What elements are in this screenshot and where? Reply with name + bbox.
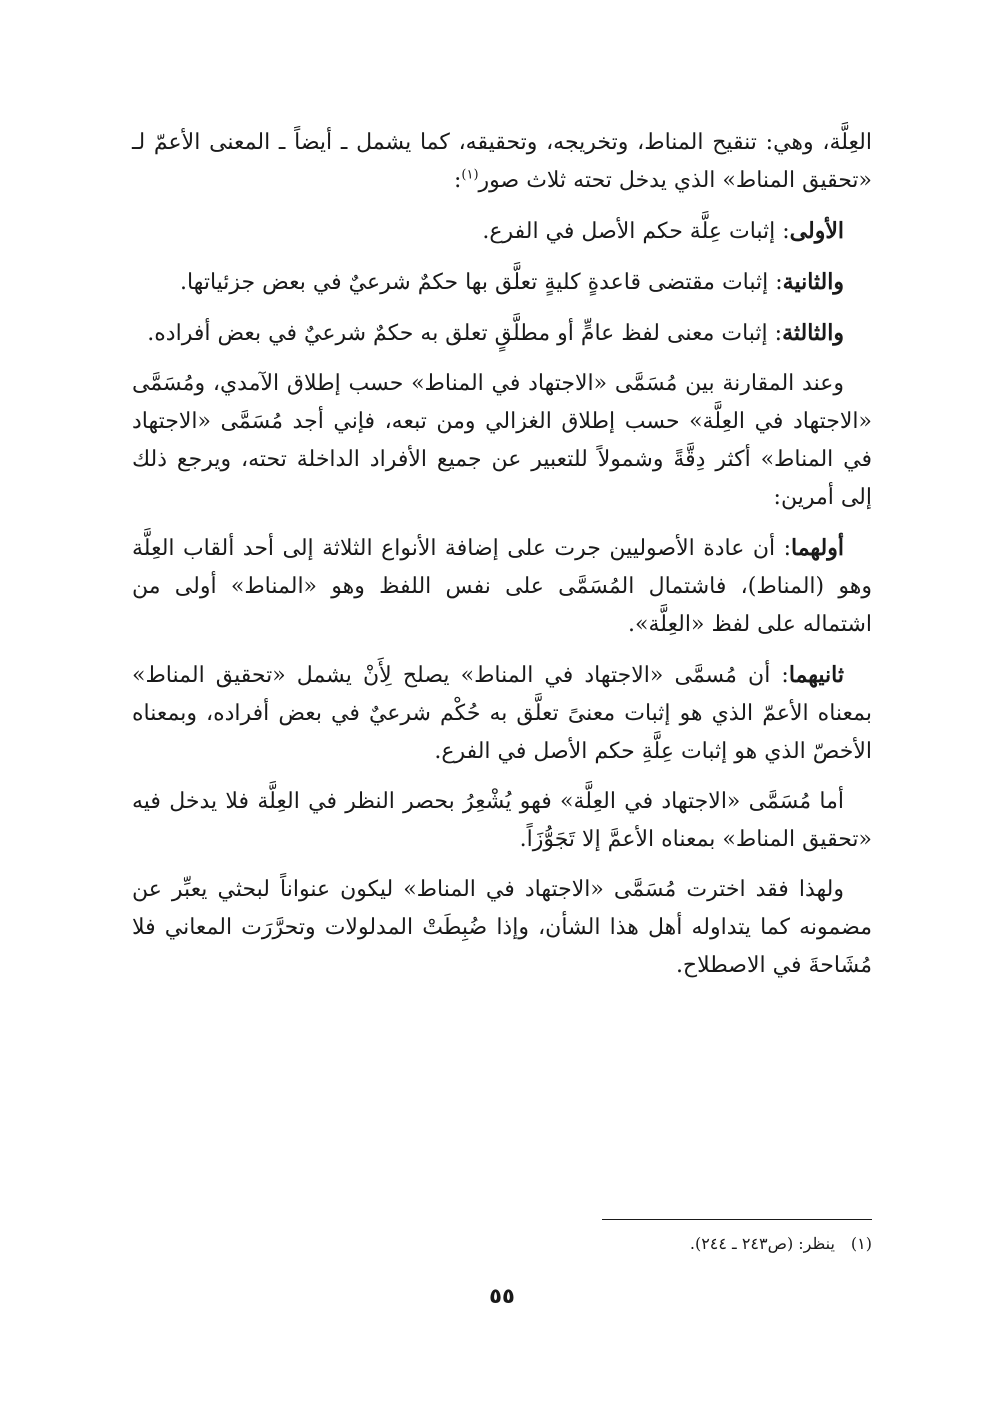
paragraph-conclusion xyxy=(132,871,872,985)
paragraph-second-type-text: : إثبات مقتضى قاعدةٍ كليةٍ تعلَّق بها حكمٌ شرعيٌ في بعض جزئياتها. xyxy=(179,270,783,295)
paragraph-third-type xyxy=(132,314,872,353)
paragraph-second-reason-text: : أن مُسمَّى «الاجتهاد في المناط» يصلح لِأَنْ يشمل «تحقيق المناط» بمعناه الأعمّ الذي هو إثبات معنىً تعلَّق به حُكْم شرعيٌ في بعض أفراده، وبمعناه الأخصّ الذي هو إثبات عِلَّةِ حكم الأصل في الفرع. xyxy=(132,663,872,764)
paragraph-illa-term-text: أما مُسَمَّى «الاجتهاد في العِلَّة» فهو يُشْعِرُ بحصر النظر في العِلَّة فلا يدخل فيه «تحقيق المناط» بمعناه الأعمَّ إلا تَجَوُّزَاً. xyxy=(132,789,872,852)
paragraph-1 xyxy=(132,124,872,200)
paragraph-illa-term xyxy=(132,783,872,859)
paragraph-1-text: العِلَّة، وهي: تنقيح المناط، وتخريجه، وتحقيقه، كما يشمل ـ أيضاً ـ المعنى الأعمّ لـ «تحقيق المناط» الذي يدخل تحته ثلاث صور xyxy=(132,130,872,193)
lead-third: والثالثة xyxy=(782,320,844,346)
paragraph-comparison-text: وعند المقارنة بين مُسَمَّى «الاجتهاد في المناط» حسب إطلاق الآمدي، ومُسَمَّى «الاجتهاد في العِلَّة» حسب إطلاق الغزالي ومن تبعه، فإني أجد مُسَمَّى «الاجتهاد في المناط» أكثر دِقَّةً وشمولاً للتعبير عن جميع الأفراد الداخلة تحته، ويرجع ذلك إلى أمرين: xyxy=(132,371,872,510)
footnote-text: ينظر: (ص٢٤٣ ـ ٢٤٤). xyxy=(689,1234,835,1253)
paragraph-first-reason-text: : أن عادة الأصوليين جرت على إضافة الأنواع الثلاثة إلى أحد ألقاب العِلَّة وهو (المناط)، فاشتمال المُسَمَّى على نفس اللفظ وهو «المناط» أولى من اشتماله على لفظ «العِلَّة». xyxy=(132,536,872,637)
paragraph-first-reason xyxy=(132,529,872,644)
paragraph-first-type-text: : إثبات عِلَّة حكم الأصل في الفرع. xyxy=(482,219,790,244)
footnote-divider xyxy=(602,1219,872,1220)
paragraph-third-type-text: : إثبات معنى لفظ عامٍّ أو مطلَّقٍ تعلق به حكمٌ شرعيٌ في بعض أفراده. xyxy=(147,321,783,346)
lead-second: والثانية xyxy=(782,269,844,295)
footnote-number: (١) xyxy=(850,1234,872,1253)
paragraph-comparison xyxy=(132,365,872,517)
lead-first-reason: أولهما xyxy=(790,535,844,561)
page-number: ٥٥ xyxy=(489,1284,515,1308)
paragraph-second-reason xyxy=(132,656,872,771)
lead-first: الأولى xyxy=(789,218,844,244)
paragraph-conclusion-text: ولهذا فقد اخترت مُسَمَّى «الاجتهاد في المناط» ليكون عنواناً لبحثي يعبِّر عن مضمونه كما يتداوله أهل هذا الشأن، وإذا ضُبِطَتْ المدلولات وتحرَّرَت المعاني فلا مُشَاحةَ في الاصطلاح. xyxy=(132,877,872,978)
paragraph-second-type xyxy=(132,263,872,302)
lead-second-reason: ثانيهما xyxy=(788,662,844,688)
footnote-reference[interactable]: (١) xyxy=(461,167,479,183)
page-body xyxy=(132,124,872,997)
footnote xyxy=(132,1232,872,1256)
paragraph-first-type xyxy=(132,212,872,251)
paragraph-1-tail: : xyxy=(453,168,462,193)
